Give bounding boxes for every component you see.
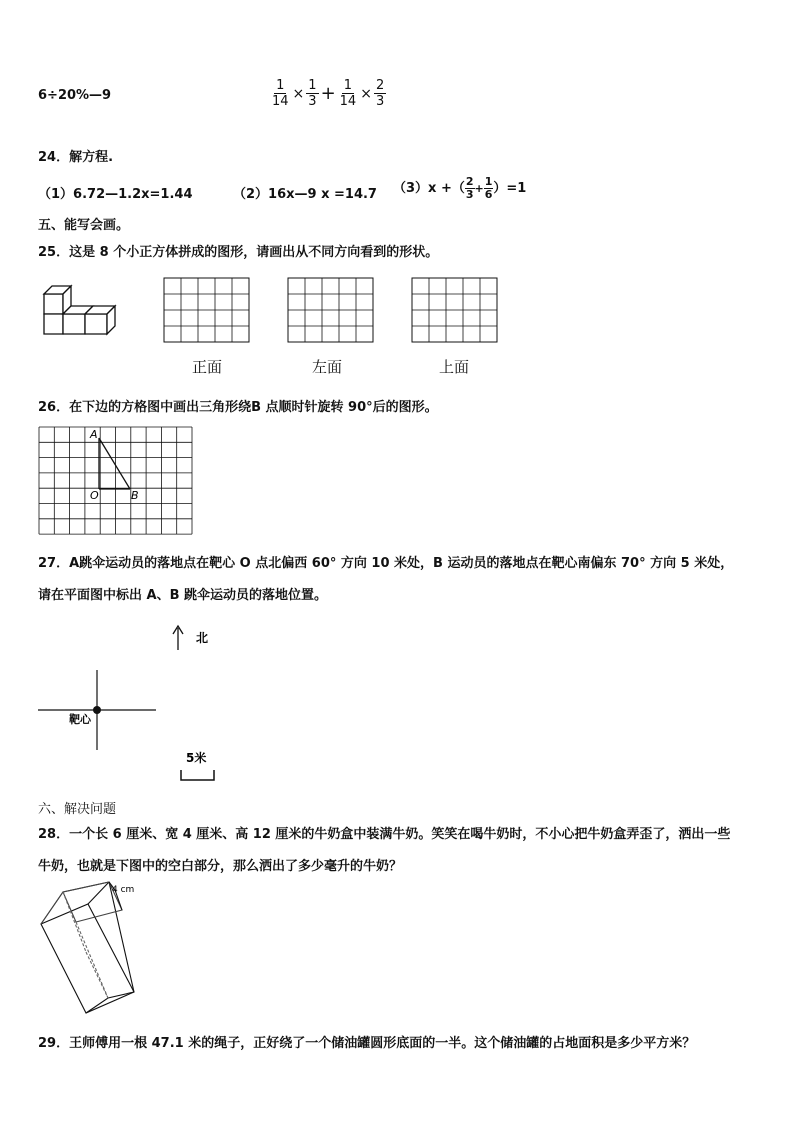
fraction: $\frac{1}{6}$ xyxy=(484,175,493,201)
q26-title: 26．在下边的方格图中画出三角形绕B 点顺时针旋转 90°后的图形。 xyxy=(38,400,438,415)
q24-eq2: （2）16x—9 x =14.7 xyxy=(233,187,377,202)
center-label: 靶心 xyxy=(69,713,91,726)
top-view-grid[interactable] xyxy=(411,277,499,344)
north-label: 北 xyxy=(196,631,209,645)
expression-1: 6÷20%—9 xyxy=(38,88,112,103)
scale-label: 5米 xyxy=(186,751,207,765)
operator: + xyxy=(320,83,336,104)
operator: × xyxy=(360,85,372,102)
label-top: 上面 xyxy=(439,358,470,376)
q28-line2: 牛奶，也就是下图中的空白部分，那么洒出了多少毫升的牛奶？ xyxy=(38,859,403,874)
q28-line1: 28．一个长 6 厘米、宽 4 厘米、高 12 厘米的牛奶盒中装满牛奶。笑笑在喝牛奶时，不小心把牛奶盒弄歪了，洒出一些 xyxy=(38,827,731,842)
point-o-label: O xyxy=(90,489,99,502)
target-center-icon xyxy=(93,706,101,714)
q24-eq3: （3）x +（ $\frac{2}{3}$ + $\frac{1}{6}$ ）=1 xyxy=(393,175,527,201)
q25-title: 25．这是 8 个小正方体拼成的图形，请画出从不同方向看到的形状。 xyxy=(38,245,439,260)
fraction: $\frac{1}{3}$ xyxy=(308,78,317,109)
q27-line1: 27．A跳伞运动员的落地点在靶心 O 点北偏西 60° 方向 10 米处，B 运动员的落地点在靶心南偏东 70° 方向 5 米处， xyxy=(38,556,734,571)
fraction: $\frac{1}{14}$ xyxy=(272,78,289,109)
operator: × xyxy=(292,85,305,102)
section-6-heading: 六、解决问题 xyxy=(38,802,117,817)
label-front: 正面 xyxy=(192,358,223,376)
dimension-label: 4 cm xyxy=(112,885,135,895)
fraction: $\frac{1}{14}$ xyxy=(339,78,357,109)
expression-2 xyxy=(270,78,386,109)
q29-text: 29．王师傅用一根 47.1 米的绳子，正好绕了一个储油罐圆形底面的一半。这个储油罐的占地面积是多少平方米？ xyxy=(38,1036,696,1051)
cube-figure xyxy=(42,282,127,342)
left-view-grid[interactable] xyxy=(287,277,375,344)
section-5-heading: 五、能写会画。 xyxy=(38,218,130,233)
scale-bar xyxy=(181,770,214,780)
point-b-label: B xyxy=(131,489,139,502)
front-view-grid[interactable] xyxy=(163,277,251,344)
label-left: 左面 xyxy=(312,358,343,376)
rotation-grid[interactable] xyxy=(38,425,193,537)
point-a-label: A xyxy=(90,428,98,441)
q24-eq1: （1）6.72—1.2x=1.44 xyxy=(38,187,193,202)
fraction: $\frac{2}{3}$ xyxy=(375,78,385,109)
target-map[interactable] xyxy=(36,620,236,790)
q27-line2: 请在平面图中标出 A、B 跳伞运动员的落地位置。 xyxy=(38,588,328,603)
milk-box-figure xyxy=(36,880,186,1020)
q24-title: 24．解方程. xyxy=(38,150,114,165)
fraction: $\frac{2}{3}$ xyxy=(465,175,474,201)
